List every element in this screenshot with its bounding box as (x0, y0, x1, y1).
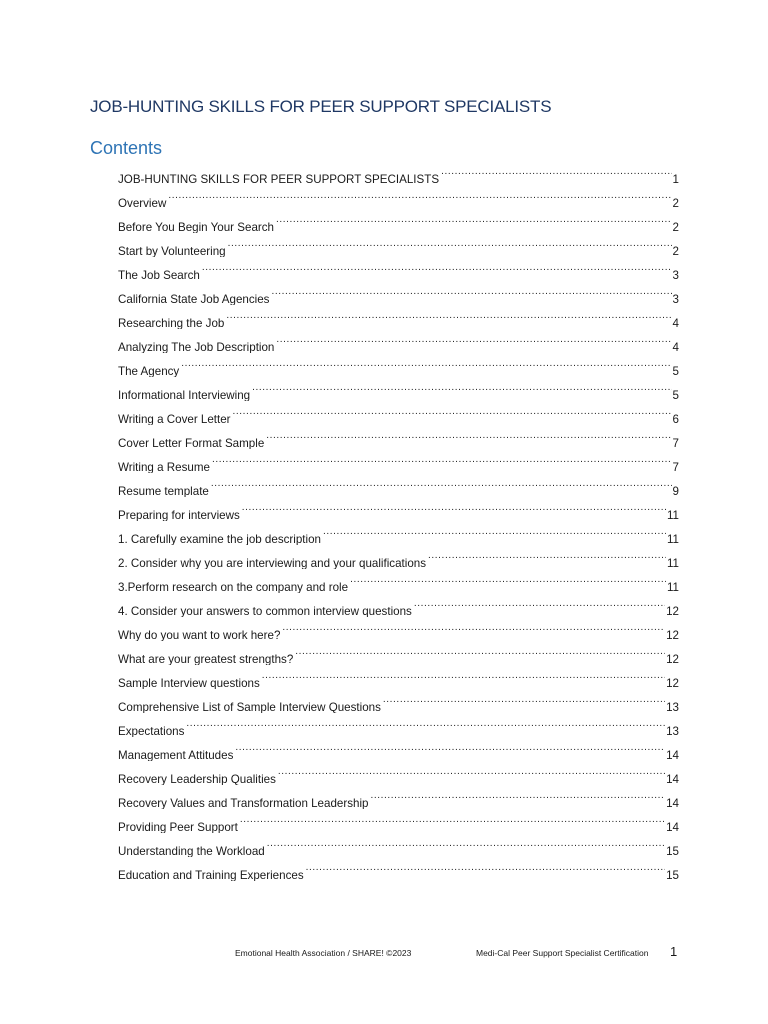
toc-entry-title: Writing a Resume (118, 461, 210, 473)
toc-entry[interactable] (118, 161, 679, 185)
toc-entry-title: Writing a Cover Letter (118, 413, 231, 425)
toc-dot-leader (240, 809, 665, 831)
toc-dot-leader (306, 857, 665, 879)
toc-entry-title: Before You Begin Your Search (118, 221, 274, 233)
toc-entry[interactable] (118, 401, 679, 425)
toc-entry-page: 1 (672, 173, 679, 185)
toc-entry-page: 12 (666, 629, 679, 641)
toc-entry-page: 2 (672, 221, 679, 233)
table-of-contents (118, 161, 679, 881)
toc-dot-leader (228, 233, 672, 255)
toc-entry-page: 4 (672, 317, 679, 329)
toc-entry-page: 14 (666, 821, 679, 833)
toc-entry-title: Management Attitudes (118, 749, 234, 761)
toc-dot-leader (186, 713, 665, 735)
toc-dot-leader (383, 689, 665, 711)
toc-entry[interactable] (118, 569, 679, 593)
toc-entry[interactable] (118, 497, 679, 521)
toc-dot-leader (252, 377, 671, 399)
toc-entry[interactable] (118, 713, 679, 737)
toc-entry-title: 3.Perform research on the company and role (118, 581, 349, 593)
toc-entry-title: Cover Letter Format Sample (118, 437, 265, 449)
toc-entry-page: 12 (666, 605, 679, 617)
toc-entry-title: Recovery Leadership Qualities (118, 773, 276, 785)
toc-entry[interactable] (118, 425, 679, 449)
toc-entry-title: Analyzing The Job Description (118, 341, 275, 353)
toc-dot-leader (181, 353, 671, 375)
toc-entry-page: 14 (666, 773, 679, 785)
toc-entry-page: 14 (666, 749, 679, 761)
toc-dot-leader (278, 761, 665, 783)
toc-entry-page: 7 (672, 437, 679, 449)
toc-entry[interactable] (118, 329, 679, 353)
toc-entry-page: 11 (666, 533, 679, 545)
toc-dot-leader (267, 833, 665, 855)
toc-entry[interactable] (118, 593, 679, 617)
page-footer (0, 944, 768, 964)
toc-entry[interactable] (118, 809, 679, 833)
toc-entry-title: Understanding the Workload (118, 845, 265, 857)
toc-dot-leader (414, 593, 665, 615)
toc-dot-leader (350, 569, 666, 591)
toc-entry-title: Comprehensive List of Sample Interview Questions (118, 701, 381, 713)
toc-entry[interactable] (118, 233, 679, 257)
toc-entry[interactable] (118, 449, 679, 473)
toc-entry-page: 3 (672, 269, 679, 281)
toc-entry[interactable] (118, 521, 679, 545)
toc-entry[interactable] (118, 473, 679, 497)
toc-entry[interactable] (118, 185, 679, 209)
footer-copyright: Emotional Health Association / SHARE! ©2023 (235, 948, 412, 958)
toc-entry-page: 2 (672, 197, 679, 209)
toc-entry[interactable] (118, 617, 679, 641)
toc-entry-page: 15 (666, 869, 679, 881)
toc-entry[interactable] (118, 665, 679, 689)
toc-dot-leader (233, 401, 672, 423)
toc-entry[interactable] (118, 761, 679, 785)
toc-entry-title: Education and Training Experiences (118, 869, 304, 881)
toc-dot-leader (441, 161, 671, 183)
toc-entry-page: 11 (666, 581, 679, 593)
toc-dot-leader (266, 425, 671, 447)
toc-dot-leader (428, 545, 666, 567)
toc-entry-page: 7 (672, 461, 679, 473)
toc-entry-page: 4 (672, 341, 679, 353)
footer-page-number: 1 (670, 944, 678, 959)
toc-dot-leader (370, 785, 665, 807)
toc-dot-leader (168, 185, 671, 207)
toc-entry-page: 5 (672, 365, 679, 377)
toc-entry-title: JOB-HUNTING SKILLS FOR PEER SUPPORT SPECIALISTS (118, 173, 440, 185)
toc-entry-page: 15 (666, 845, 679, 857)
toc-entry-title: Start by Volunteering (118, 245, 226, 257)
toc-entry-page: 9 (672, 485, 679, 497)
toc-entry[interactable] (118, 689, 679, 713)
contents-heading: Contents (90, 138, 163, 158)
toc-entry-title: The Job Search (118, 269, 200, 281)
toc-entry-title: Overview (118, 197, 167, 209)
toc-entry-title: The Agency (118, 365, 180, 377)
toc-entry[interactable] (118, 305, 679, 329)
toc-entry-title: Sample Interview questions (118, 677, 260, 689)
toc-entry[interactable] (118, 833, 679, 857)
toc-dot-leader (295, 641, 665, 663)
toc-entry-title: Resume template (118, 485, 209, 497)
toc-entry-page: 6 (672, 413, 679, 425)
toc-entry-page: 2 (672, 245, 679, 257)
toc-entry[interactable] (118, 737, 679, 761)
toc-entry-page: 12 (666, 677, 679, 689)
toc-entry-title: Why do you want to work here? (118, 629, 281, 641)
toc-dot-leader (211, 473, 672, 495)
toc-entry-title: 4. Consider your answers to common interview questions (118, 605, 412, 617)
toc-dot-leader (276, 329, 671, 351)
toc-dot-leader (242, 497, 666, 519)
toc-entry[interactable] (118, 257, 679, 281)
toc-entry-page: 14 (666, 797, 679, 809)
toc-dot-leader (282, 617, 665, 639)
toc-entry-title: Preparing for interviews (118, 509, 240, 521)
toc-entry-title: California State Job Agencies (118, 293, 270, 305)
toc-entry[interactable] (118, 377, 679, 401)
toc-dot-leader (271, 281, 671, 303)
toc-dot-leader (235, 737, 665, 759)
toc-entry[interactable] (118, 785, 679, 809)
toc-entry-page: 5 (672, 389, 679, 401)
toc-entry[interactable] (118, 353, 679, 377)
toc-entry-page: 13 (666, 725, 679, 737)
toc-entry-title: Expectations (118, 725, 185, 737)
toc-entry-page: 11 (666, 509, 679, 521)
toc-dot-leader (276, 209, 672, 231)
toc-entry-title: 1. Carefully examine the job description (118, 533, 321, 545)
toc-entry-page: 12 (666, 653, 679, 665)
toc-entry-title: Providing Peer Support (118, 821, 238, 833)
toc-entry[interactable] (118, 209, 679, 233)
toc-dot-leader (202, 257, 672, 279)
footer-certification: Medi-Cal Peer Support Specialist Certification (476, 948, 649, 958)
toc-entry-page: 3 (672, 293, 679, 305)
toc-entry-page: 11 (666, 557, 679, 569)
toc-dot-leader (226, 305, 671, 327)
toc-entry-title: Recovery Values and Transformation Leadership (118, 797, 369, 809)
toc-dot-leader (262, 665, 665, 687)
toc-entry-title: Researching the Job (118, 317, 225, 329)
toc-entry-title: Informational Interviewing (118, 389, 251, 401)
toc-entry[interactable] (118, 641, 679, 665)
document-title: JOB-HUNTING SKILLS FOR PEER SUPPORT SPECIALISTS (90, 97, 552, 116)
toc-entry[interactable] (118, 857, 679, 881)
toc-dot-leader (212, 449, 672, 471)
toc-entry-title: What are your greatest strengths? (118, 653, 294, 665)
toc-entry[interactable] (118, 545, 679, 569)
toc-entry-title: 2. Consider why you are interviewing and your qualifications (118, 557, 427, 569)
toc-dot-leader (323, 521, 666, 543)
toc-entry-page: 13 (666, 701, 679, 713)
toc-entry[interactable] (118, 281, 679, 305)
